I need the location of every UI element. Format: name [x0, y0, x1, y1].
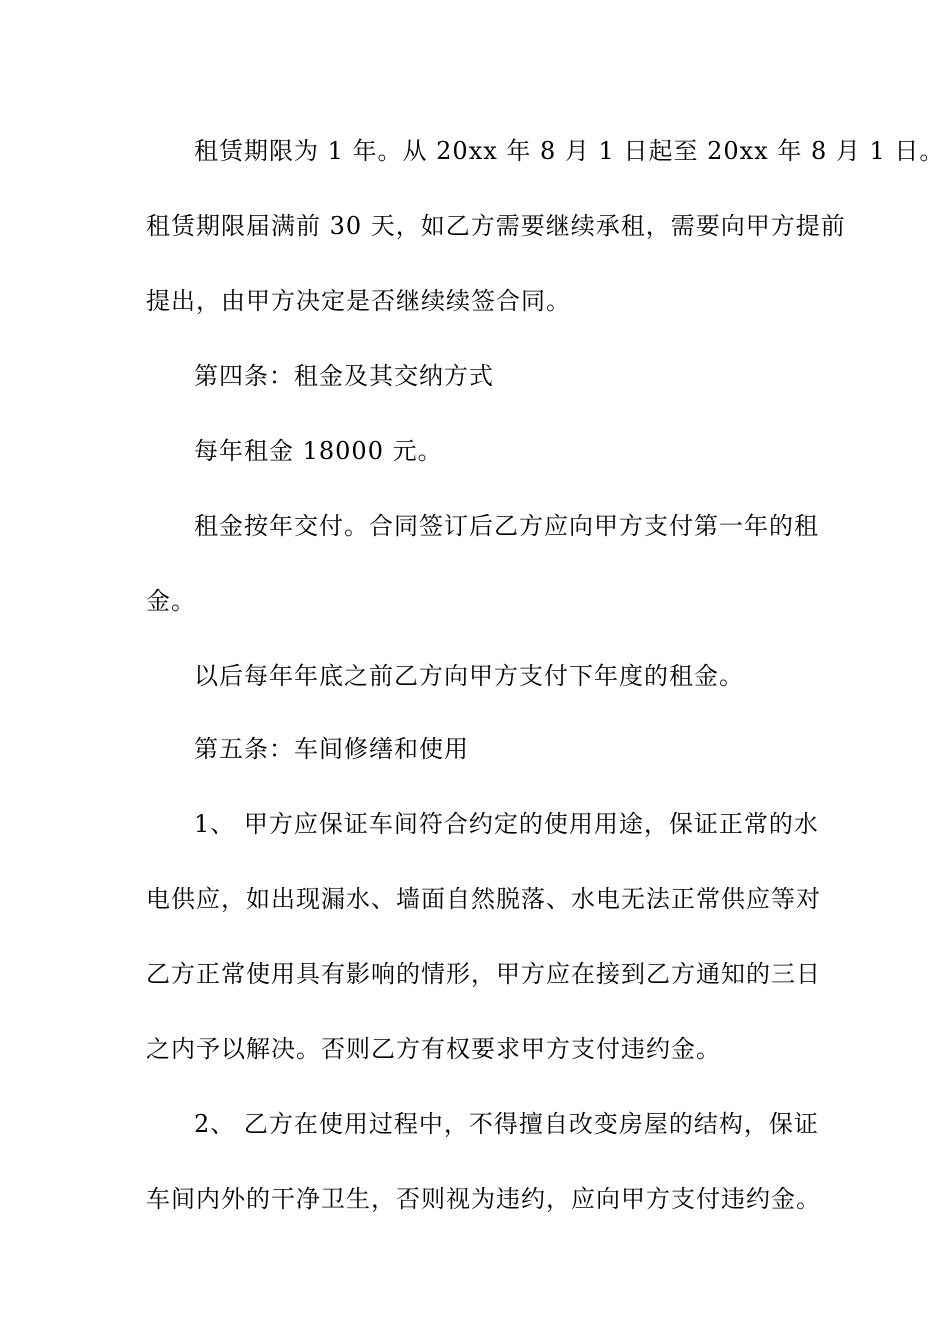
paragraph-line: 提出，由甲方决定是否继续续签合同。: [146, 287, 571, 315]
paragraph-line: 每年租金 18000 元。: [194, 437, 443, 465]
paragraph-line: 车间内外的干净卫生，否则视为违约，应向甲方支付违约金。: [146, 1185, 821, 1213]
paragraph-line: 2、 乙方在使用过程中，不得擅自改变房屋的结构，保证: [194, 1110, 819, 1138]
paragraph-line: 之内予以解决。否则乙方有权要求甲方支付违约金。: [146, 1035, 721, 1063]
paragraph-line: 以后每年年底之前乙方向甲方支付下年度的租金。: [194, 662, 744, 690]
paragraph-line: 电供应，如出现漏水、墙面自然脱落、水电无法正常供应等对: [146, 885, 821, 913]
section-heading: 第四条：租金及其交纳方式: [194, 362, 494, 390]
paragraph-line: 租赁期限届满前 30 天，如乙方需要继续承租，需要向甲方提前: [146, 212, 846, 240]
paragraph-line: 金。: [146, 587, 196, 615]
paragraph-line: 1、 甲方应保证车间符合约定的使用用途，保证正常的水: [194, 810, 819, 838]
section-heading: 第五条：车间修缮和使用: [194, 735, 469, 763]
paragraph-line: 乙方正常使用具有影响的情形，甲方应在接到乙方通知的三日: [146, 960, 821, 988]
paragraph-line: 租金按年交付。合同签订后乙方应向甲方支付第一年的租: [194, 512, 819, 540]
paragraph-line: 租赁期限为 1 年。从 20xx 年 8 月 1 日起至 20xx 年 8 月 1 日。: [194, 137, 945, 165]
